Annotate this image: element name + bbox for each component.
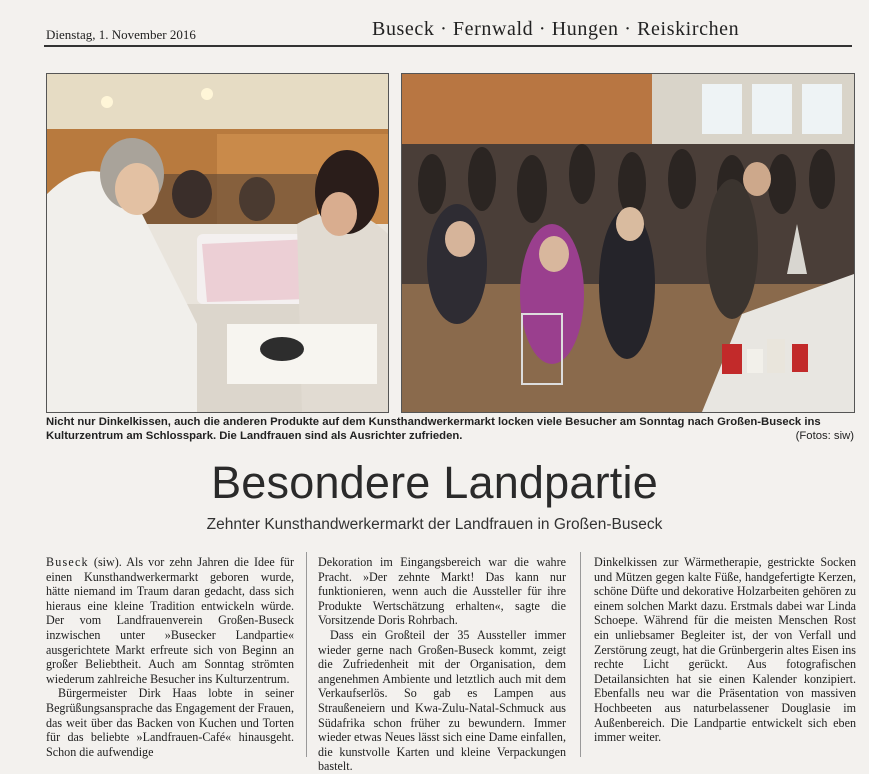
photo-market-hall <box>401 73 855 413</box>
article-headline: Besondere Landpartie <box>211 457 658 508</box>
paragraph: Dass ein Großteil der 35 Aussteller immer wieder gerne nach Großen-Buseck kommt, zeigt die Zufriedenheit mit der Organisation, dem angenehmen Ambiente und letztlich auch mit dem Verkaufserlös. So gab es Lampen aus Straußeneiern und Kwa-Zulu-Natal-Schmuck aus Südafrika schon früher zu bewundern. Immer wieder etwas Neues lässt sich eine Dame einfallen, die kunstvolle Karten und kleine Verpackungen bastelt. <box>318 627 566 774</box>
caption-text: Nicht nur Dinkelkissen, auch die anderen Produkte auf dem Kunsthandwerkermarkt locken viele Besucher am Sonntag nach Großen-Buseck ins Kulturzentrum am Schlosspark. Die Landfrauen sind als Ausrichter zufrieden. <box>46 416 821 442</box>
photo-credit: (Fotos: siw) <box>795 430 854 442</box>
photo-caption <box>46 415 854 443</box>
article-column-3 <box>594 555 856 745</box>
issue-date: Dienstag, 1. November 2016 <box>46 27 196 42</box>
header-rule <box>44 45 852 47</box>
article-column-2 <box>318 555 566 774</box>
photo-market-stall <box>46 73 389 413</box>
column-divider <box>306 552 307 757</box>
paragraph: Dekoration im Eingangsbereich war die wahre Pracht. »Der zehnte Markt! Das kann nur funktionieren, wenn auch die Aussteller für ihre Produkte Wertschätzung erhalten«, sagte die Vorsitzende Doris Rohrbach. <box>318 555 566 628</box>
paragraph-text: (siw). Als vor zehn Jahren die Idee für einen Kunsthandwerkermarkt geboren wurde, hätte niemand im Traum daran gedacht, dass sich hieraus eine kleine Tradition entwickeln würde. Der vom Landfrauenverein Großen-Buseck inzwischen unter »Busecker Landpartie« ausgerichtete Markt erfreute sich von Beginn an großer Beliebtheit. Auch am Sonntag strömten wiederum zahlreiche Besucher ins Kulturzentrum. <box>46 555 294 686</box>
article-column-1 <box>46 555 294 759</box>
paragraph: Bürgermeister Dirk Haas lobte in seiner Begrüßungsansprache das Engagement der Frauen, das weit über das Backen von Kuchen und Torten für das beliebte »Landfrauen-Café« hinausgeht. Schon die aufwendige <box>46 686 294 759</box>
section-towns: Buseck · Fernwald · Hungen · Reiskirchen <box>372 18 740 40</box>
article-subheadline: Zehnter Kunsthandwerkermarkt der Landfrauen in Großen-Buseck <box>206 516 663 533</box>
paragraph: Dinkelkissen zur Wärmetherapie, gestrickte Socken und Mützen gegen kalte Füße, handgefertigte Kerzen, schöne Düfte und dekorative Holzarbeiten gehören zu einem solchen Markt dazu. Erstmals dabei war Linda Schoepe. Während für die meisten Menschen Rost ein unliebsamer Begleiter ist, der von Verfall und Zerstörung zeugt, hat die Grünbergerin altes Eisen ins rechte Licht gerückt. Aus fotografischen Detailansichten hat sie einen Kalender konzipiert. Ebenfalls neu war die Präsentation von massiven Hochbeeten aus naturbelassener Douglasie im Außenbereich. Die Landpartie entwickelt sich eben immer weiter. <box>594 555 856 745</box>
dateline: Buseck <box>46 555 89 569</box>
paragraph <box>46 555 294 686</box>
column-divider <box>580 552 581 757</box>
